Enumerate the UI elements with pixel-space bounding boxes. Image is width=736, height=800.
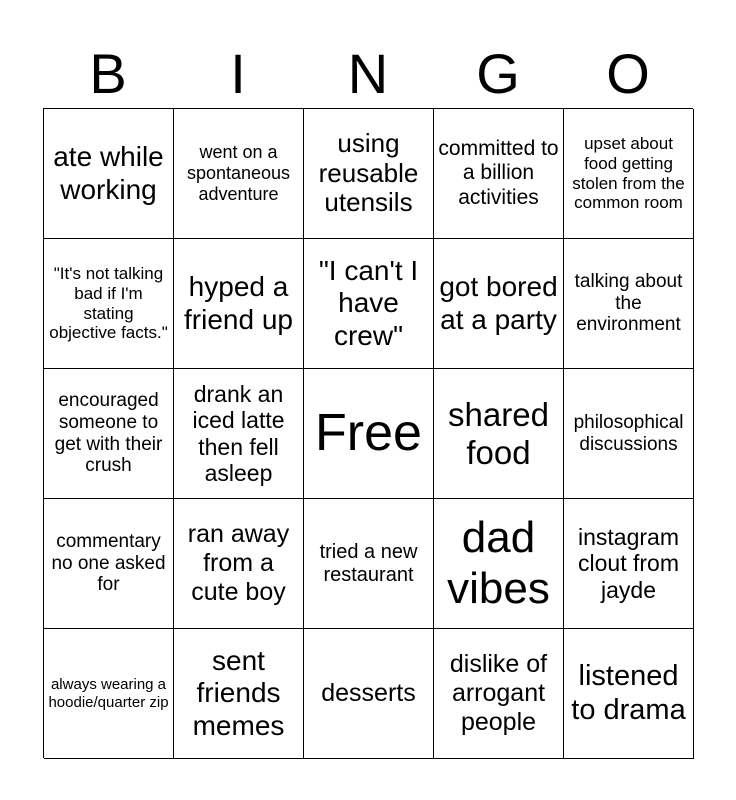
bingo-cell-r5c2[interactable] bbox=[174, 629, 304, 759]
bingo-cell-r4c5[interactable] bbox=[564, 499, 694, 629]
cell-text: ate while working bbox=[53, 141, 164, 205]
bingo-cell-r3c2[interactable] bbox=[174, 369, 304, 499]
cell-text: always wearing a hoodie/quarter zip bbox=[48, 676, 169, 711]
cell-text: listened to drama bbox=[571, 660, 686, 726]
bingo-cell-r3c3[interactable] bbox=[304, 369, 434, 499]
header-letter-b: B bbox=[89, 42, 127, 105]
bingo-cell-r3c5[interactable] bbox=[564, 369, 694, 499]
bingo-cell-r4c4[interactable] bbox=[434, 499, 564, 629]
bingo-cell-r2c1[interactable] bbox=[44, 239, 174, 369]
cell-text: desserts bbox=[321, 679, 416, 708]
bingo-cell-r5c5[interactable] bbox=[564, 629, 694, 759]
header-letter-i: I bbox=[230, 42, 246, 105]
cell-text: sent friends memes bbox=[192, 645, 285, 741]
cell-text: got bored at a party bbox=[439, 271, 558, 335]
bingo-cell-r4c2[interactable] bbox=[174, 499, 304, 629]
cell-text: drank an iced latte then fell asleep bbox=[192, 380, 285, 486]
cell-text: dislike of arrogant people bbox=[449, 650, 548, 736]
bingo-cell-r4c3[interactable] bbox=[304, 499, 434, 629]
bingo-cell-r5c3[interactable] bbox=[304, 629, 434, 759]
free-space: Free bbox=[315, 403, 422, 462]
bingo-cell-r5c4[interactable] bbox=[434, 629, 564, 759]
bingo-header bbox=[43, 40, 693, 108]
bingo-cell-r3c1[interactable] bbox=[44, 369, 174, 499]
bingo-cell-r2c3[interactable] bbox=[304, 239, 434, 369]
cell-text: encouraged someone to get with their crush bbox=[54, 389, 163, 477]
cell-text: hyped a friend up bbox=[184, 271, 293, 335]
header-letter-n: N bbox=[347, 42, 389, 105]
cell-text: using reusable utensils bbox=[318, 127, 419, 218]
bingo-cell-r3c4[interactable] bbox=[434, 369, 564, 499]
bingo-cell-r1c4[interactable] bbox=[434, 109, 564, 239]
bingo-cell-r2c5[interactable] bbox=[564, 239, 694, 369]
cell-text: talking about the environment bbox=[574, 270, 683, 336]
bingo-cell-r2c2[interactable] bbox=[174, 239, 304, 369]
cell-text: dad vibes bbox=[447, 512, 550, 613]
cell-text: "It's not talking bad if I'm stating objective facts." bbox=[49, 264, 168, 343]
bingo-cell-r2c4[interactable] bbox=[434, 239, 564, 369]
bingo-cell-r5c1[interactable] bbox=[44, 629, 174, 759]
cell-text: commentary no one asked for bbox=[51, 530, 166, 596]
bingo-board bbox=[43, 108, 693, 758]
cell-text: "I can't I have crew" bbox=[318, 255, 419, 351]
cell-text: committed to a billion activities bbox=[438, 137, 559, 209]
bingo-cell-r1c1[interactable] bbox=[44, 109, 174, 239]
bingo-cell-r1c2[interactable] bbox=[174, 109, 304, 239]
cell-text: shared food bbox=[448, 395, 549, 471]
cell-text: upset about food getting stolen from the common room bbox=[572, 134, 685, 213]
bingo-cell-r1c3[interactable] bbox=[304, 109, 434, 239]
bingo-cell-r1c5[interactable] bbox=[564, 109, 694, 239]
cell-text: instagram clout from jayde bbox=[578, 523, 679, 603]
cell-text: tried a new restaurant bbox=[319, 540, 418, 586]
bingo-cell-r4c1[interactable] bbox=[44, 499, 174, 629]
cell-text: philosophical discussions bbox=[573, 411, 684, 455]
header-letter-g: G bbox=[476, 42, 520, 105]
header-letter-o: O bbox=[606, 42, 650, 105]
cell-text: went on a spontaneous adventure bbox=[186, 142, 291, 204]
cell-text: ran away from a cute boy bbox=[187, 520, 290, 606]
